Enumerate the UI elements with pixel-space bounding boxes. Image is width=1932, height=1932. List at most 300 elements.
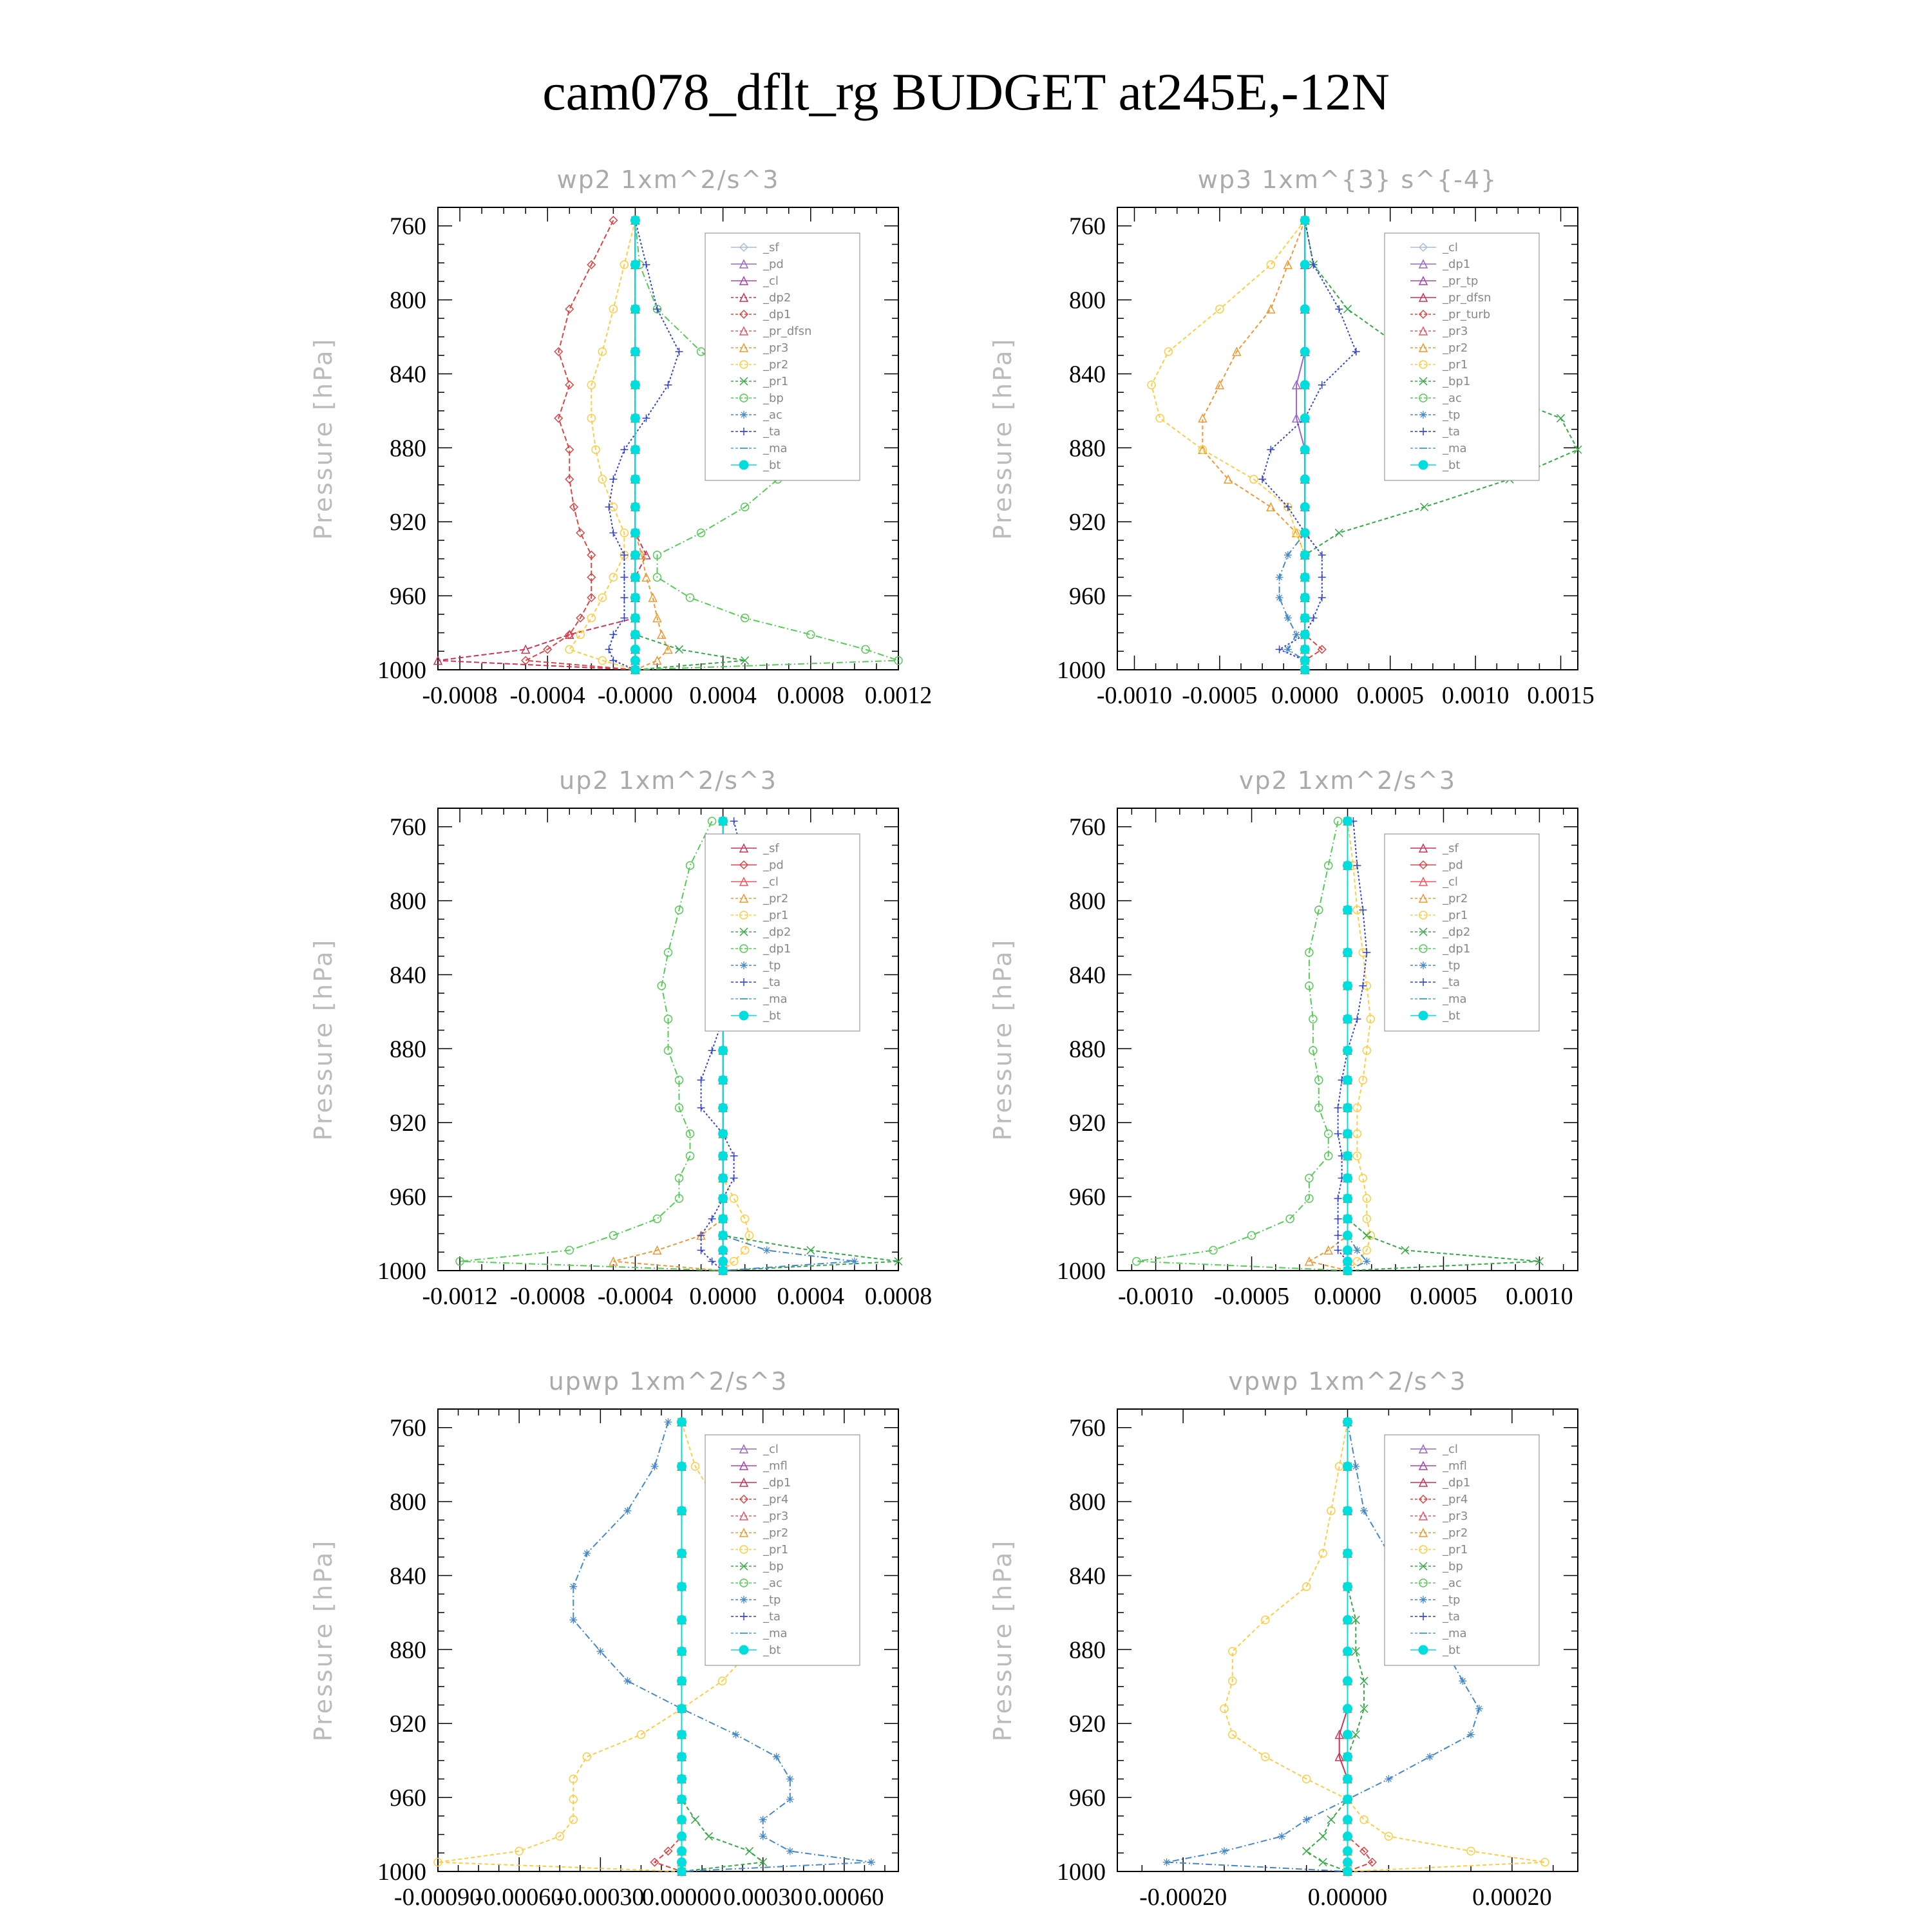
legend-label: _pr3 [763,341,789,355]
panel-1 [989,166,1595,709]
data-point [1344,305,1352,313]
x-tick-label: 0.0008 [777,682,845,709]
data-point [1343,1676,1352,1685]
series-line [1280,220,1305,670]
series-bt [630,216,639,674]
series-line [655,1422,682,1871]
data-point [1300,551,1309,560]
data-point [1421,503,1428,511]
data-point [665,381,672,389]
data-point [1327,1816,1335,1824]
x-tick-label: -0.0004 [509,682,585,709]
data-point [719,1103,728,1112]
legend-label: _tp [763,1593,781,1607]
data-point [763,1246,771,1254]
data-point [630,502,639,511]
y-tick-label: 840 [390,961,426,989]
data-point [1343,1846,1352,1855]
data-point [1343,1103,1352,1112]
panel-title: vp2 1xm^2/s^3 [1238,766,1457,795]
data-point [1343,861,1352,870]
data-point [605,645,613,653]
x-tick-label: 0.0012 [864,682,933,709]
data-point [1300,305,1309,314]
legend-label: _dp2 [763,925,791,939]
legend-label: _pd [763,858,784,872]
legend-label: _pr2 [763,358,789,372]
data-point [653,1215,661,1223]
panel-0 [309,166,932,709]
x-tick-label: -0.0004 [597,1283,674,1310]
data-point [677,1549,687,1558]
data-point [1220,1705,1228,1712]
y-tick-label: 1000 [1057,657,1106,684]
data-point [1300,347,1309,356]
data-point [807,630,815,638]
data-point [1318,594,1326,601]
data-point [1278,1832,1285,1840]
data-point [1300,445,1309,454]
data-point [1343,817,1352,826]
legend-label: _bt [763,459,781,472]
data-point [630,665,639,674]
data-point [786,1775,794,1783]
data-point [1343,1231,1352,1240]
y-tick-label: 760 [390,213,426,240]
legend-label: _ta [763,425,781,439]
series-ta [1258,216,1360,674]
data-point [1343,1245,1352,1255]
legend-label: _pr2 [1443,1526,1468,1540]
data-point [759,1832,767,1840]
panel-3 [989,766,1578,1310]
data-point [630,216,639,225]
legend-label: _ta [1443,1610,1461,1624]
legend-label: _dp2 [763,291,791,305]
data-point [1353,1246,1361,1254]
data-point [620,594,628,601]
series-dp1 [522,216,639,674]
data-point [630,645,639,654]
data-point [677,1752,687,1761]
data-point [1343,1215,1352,1224]
data-point [1300,260,1309,269]
data-point [630,445,639,454]
legend-label: _bt [763,1009,781,1023]
data-point [719,1231,728,1240]
series-line [1262,220,1356,670]
y-tick-label: 1000 [377,657,426,684]
data-point [1475,1705,1483,1712]
legend [705,834,860,1031]
data-point [719,1151,728,1160]
data-point [1335,305,1343,313]
data-point [1343,1194,1352,1203]
legend-label: _bp [763,392,784,405]
data-point [1262,1616,1269,1624]
legend-label: _bt [763,1643,781,1657]
series-pr2 [1198,216,1309,674]
data-point [1343,905,1352,914]
x-tick-label: -0.0005 [1213,1283,1290,1310]
data-point [708,1258,716,1265]
y-tick-label: 800 [1069,287,1106,314]
data-point [677,1704,687,1713]
y-tick-label: 800 [390,1488,426,1516]
legend-label: _tp [763,959,781,972]
series-line [1348,821,1367,1271]
y-axis-label: Pressure [hPa] [989,1539,1017,1742]
data-point [1343,1549,1352,1558]
y-axis-label: Pressure [hPa] [309,938,337,1141]
legend-label: _pd [763,258,784,271]
data-point [630,413,639,422]
data-point [1343,1730,1352,1739]
data-point [677,1615,687,1624]
y-tick-label: 960 [1069,1184,1106,1211]
y-tick-label: 840 [390,1562,426,1590]
data-point [1343,1151,1352,1160]
legend [705,1435,860,1665]
y-tick-label: 920 [1069,509,1106,536]
data-point [630,573,639,582]
series-bt [1300,216,1309,674]
data-point [1343,1615,1352,1624]
y-tick-label: 800 [390,887,426,915]
x-tick-label: 0.00030 [723,1884,803,1911]
data-point [677,1832,687,1841]
x-tick-label: 0.0010 [1441,682,1510,709]
data-point [1343,1858,1352,1867]
data-point [650,1463,658,1470]
x-tick-label: 0.0004 [777,1283,845,1310]
data-point [1300,381,1309,390]
x-tick-label: 0.0010 [1506,1283,1573,1310]
legend-label: _dp1 [763,1476,791,1490]
legend-label: _cl [763,1443,779,1456]
y-axis-label: Pressure [hPa] [989,337,1017,540]
data-point [630,260,639,269]
y-tick-label: 880 [1069,1036,1106,1063]
data-point [719,1075,728,1084]
legend-marker [1419,1011,1428,1020]
data-point [1319,1832,1327,1840]
y-tick-label: 840 [390,361,426,388]
legend-label: _dp1 [763,942,791,956]
y-tick-label: 800 [1069,1488,1106,1516]
series-ta [1334,817,1371,1274]
data-point [1334,1130,1342,1137]
data-point [1334,1215,1342,1223]
series-line [1338,821,1367,1271]
data-point [1343,1462,1352,1471]
data-point [1343,1266,1352,1275]
legend-label: _ma [763,992,788,1006]
legend [1385,1435,1539,1665]
legend-label: _pr3 [1443,1510,1468,1523]
y-tick-label: 840 [1069,961,1106,989]
figure-title: cam078_dflt_rg BUDGET at245E,-12N [542,62,1390,121]
data-point [1303,1847,1311,1855]
data-point [1300,614,1309,623]
legend-label: _ac [763,408,782,422]
data-point [576,529,584,536]
data-point [730,1152,738,1160]
x-tick-label: -0.00090 [393,1884,482,1911]
legend-marker [739,1011,748,1020]
data-point [623,1507,631,1515]
data-point [1276,573,1283,581]
legend-label: _pr_dfsn [763,325,812,338]
data-point [676,645,683,653]
data-point [1267,261,1274,269]
data-point [1385,1775,1392,1783]
legend-label: _pr2 [763,892,789,905]
data-point [569,1616,577,1624]
data-point [697,1076,705,1084]
x-tick-label: 0.00000 [1307,1884,1388,1911]
legend-label: _pr_turb [1443,308,1491,321]
series-bt [677,1417,687,1876]
data-point [730,1174,738,1182]
data-point [677,1846,687,1855]
legend-label: _pr_tp [1443,274,1479,288]
data-point [1343,981,1352,990]
legend-label: _cl [1443,875,1458,889]
data-point [1163,1859,1171,1866]
data-point [1467,1730,1475,1738]
data-point [1359,982,1367,990]
data-point [677,1774,687,1783]
x-tick-label: -0.00020 [1139,1884,1227,1911]
data-point [1318,551,1326,559]
x-tick-label: -0.0010 [1096,682,1173,709]
x-tick-label: 0.0015 [1527,682,1595,709]
data-point [1343,1582,1352,1591]
legend-label: _ta [763,1610,781,1624]
legend-label: _dp1 [1443,1476,1471,1490]
legend-label: _pr3 [763,1510,789,1523]
legend-label: _dp2 [1443,925,1471,939]
data-point [786,1847,794,1855]
data-point [623,1677,631,1685]
data-point [677,1858,687,1867]
data-point [1363,1258,1370,1265]
data-point [565,645,573,653]
data-point [630,347,639,356]
legend-label: _ac [1443,392,1462,405]
y-axis-label: Pressure [hPa] [309,337,337,540]
data-point [1334,1195,1342,1202]
panel-4 [309,1367,898,1911]
legend-marker [740,1596,748,1604]
series-line [460,821,723,1271]
legend-label: _sf [1443,842,1459,855]
data-point [1300,656,1309,665]
y-tick-label: 880 [390,1036,426,1063]
data-point [741,1246,749,1254]
x-tick-label: -0.0012 [422,1283,498,1310]
x-tick-label: -0.0000 [597,682,674,709]
panel-title: upwp 1xm^2/s^3 [548,1367,788,1396]
data-point [719,1215,728,1224]
data-point [1300,475,1309,484]
data-point [609,630,617,638]
data-point [1343,1257,1352,1266]
y-tick-label: 1000 [1057,1258,1106,1285]
data-point [1426,1753,1434,1761]
legend-marker [739,1645,748,1654]
legend-label: _pr2 [763,1526,789,1540]
legend-label: _cl [763,875,779,889]
legend-label: _tp [1443,408,1461,422]
data-point [1276,594,1283,601]
legend-label: _ma [1443,1627,1467,1640]
legend-label: _bp [763,1560,784,1573]
data-point [677,1462,687,1471]
legend-label: _mfl [763,1459,788,1473]
series-line [1348,821,1371,1271]
data-point [1156,414,1164,422]
legend-marker [1419,460,1428,469]
data-point [1300,216,1309,225]
data-point [697,348,705,355]
data-point [609,475,617,483]
data-point [867,1859,875,1866]
data-point [630,305,639,314]
data-point [1363,949,1370,956]
data-point [1300,665,1309,674]
y-tick-label: 840 [1069,1562,1106,1590]
data-point [677,1815,687,1824]
data-point [773,1753,781,1761]
data-point [630,656,639,665]
data-point [1267,446,1274,453]
data-point [687,862,694,869]
data-point [630,528,639,537]
data-point [697,1104,705,1112]
panel-title: wp3 1xm^{3} s^{-4} [1197,166,1498,194]
data-point [630,593,639,602]
series-pr1 [1148,216,1309,674]
legend-label: _dp1 [1443,258,1471,271]
series-pr2 [565,216,639,674]
data-point [677,1676,687,1685]
panel-5 [989,1367,1578,1911]
data-point [1343,1647,1352,1656]
x-tick-label: -0.00030 [556,1884,645,1911]
x-tick-label: 0.00060 [804,1884,884,1911]
data-point [1343,1129,1352,1138]
legend-label: _pr1 [1443,909,1468,922]
series-dp2 [434,216,650,674]
series-line [1202,220,1305,670]
y-tick-label: 960 [390,583,426,611]
data-point [677,1417,687,1426]
legend-label: _bp1 [1443,375,1471,388]
data-point [1360,1677,1368,1685]
data-point [1360,1816,1368,1824]
data-point [677,1730,687,1739]
y-tick-label: 880 [390,435,426,462]
legend-label: _ma [763,442,788,455]
data-point [1343,1014,1352,1023]
legend-label: _cl [1443,1443,1458,1456]
data-point [677,1506,687,1515]
y-tick-label: 920 [390,1710,426,1738]
legend [1385,834,1539,1031]
data-point [587,614,595,622]
legend-label: _pr1 [1443,1543,1468,1557]
y-tick-label: 760 [1069,1414,1106,1442]
series-line [635,220,668,670]
x-tick-label: 0.0000 [1314,1283,1381,1310]
data-point [642,414,650,422]
legend-label: _ma [763,1627,788,1640]
data-point [677,1795,687,1804]
data-point [1343,948,1352,957]
y-tick-label: 1000 [1057,1859,1106,1886]
panel-title: up2 1xm^2/s^3 [559,766,777,795]
legend [1385,233,1539,480]
data-point [583,1753,591,1761]
data-point [630,630,639,639]
data-point [1343,1075,1352,1084]
series-line [1309,821,1348,1271]
data-point [1343,1832,1352,1841]
data-point [1343,1704,1352,1713]
data-point [1352,1463,1359,1470]
panel-2 [309,766,932,1310]
series-line [569,220,635,670]
y-axis-label: Pressure [hPa] [309,1539,337,1742]
data-point [620,446,628,453]
data-point [705,1832,713,1840]
data-point [1258,475,1266,483]
data-point [1334,1231,1342,1239]
data-point [708,1215,716,1223]
data-point [1303,1816,1311,1824]
data-point [1335,529,1343,536]
data-point [1300,593,1309,602]
x-tick-label: 0.00020 [1472,1884,1552,1911]
data-point [583,1549,591,1557]
data-point [719,1257,728,1266]
data-point [1300,645,1309,654]
data-point [677,1647,687,1656]
data-point [1459,1677,1466,1685]
data-point [1284,614,1292,622]
data-point [1310,614,1318,622]
legend-label: _pd [1443,858,1463,872]
legend-label: _pr1 [1443,358,1468,372]
y-tick-label: 960 [390,1184,426,1211]
data-point [1300,528,1309,537]
y-axis-label: Pressure [hPa] [989,938,1017,1141]
legend-label: _ac [1443,1577,1462,1590]
data-point [719,1129,728,1138]
legend-label: _tp [1443,959,1461,972]
data-point [719,1194,728,1203]
legend-label: _ac [763,1577,782,1590]
y-tick-label: 920 [1069,1710,1106,1738]
legend-label: _bp [1443,1560,1463,1573]
legend-label: _pr1 [763,1543,789,1557]
data-point [1557,414,1565,422]
legend-marker [1419,961,1427,969]
data-point [1353,1015,1361,1023]
legend-label: _sf [763,842,779,855]
